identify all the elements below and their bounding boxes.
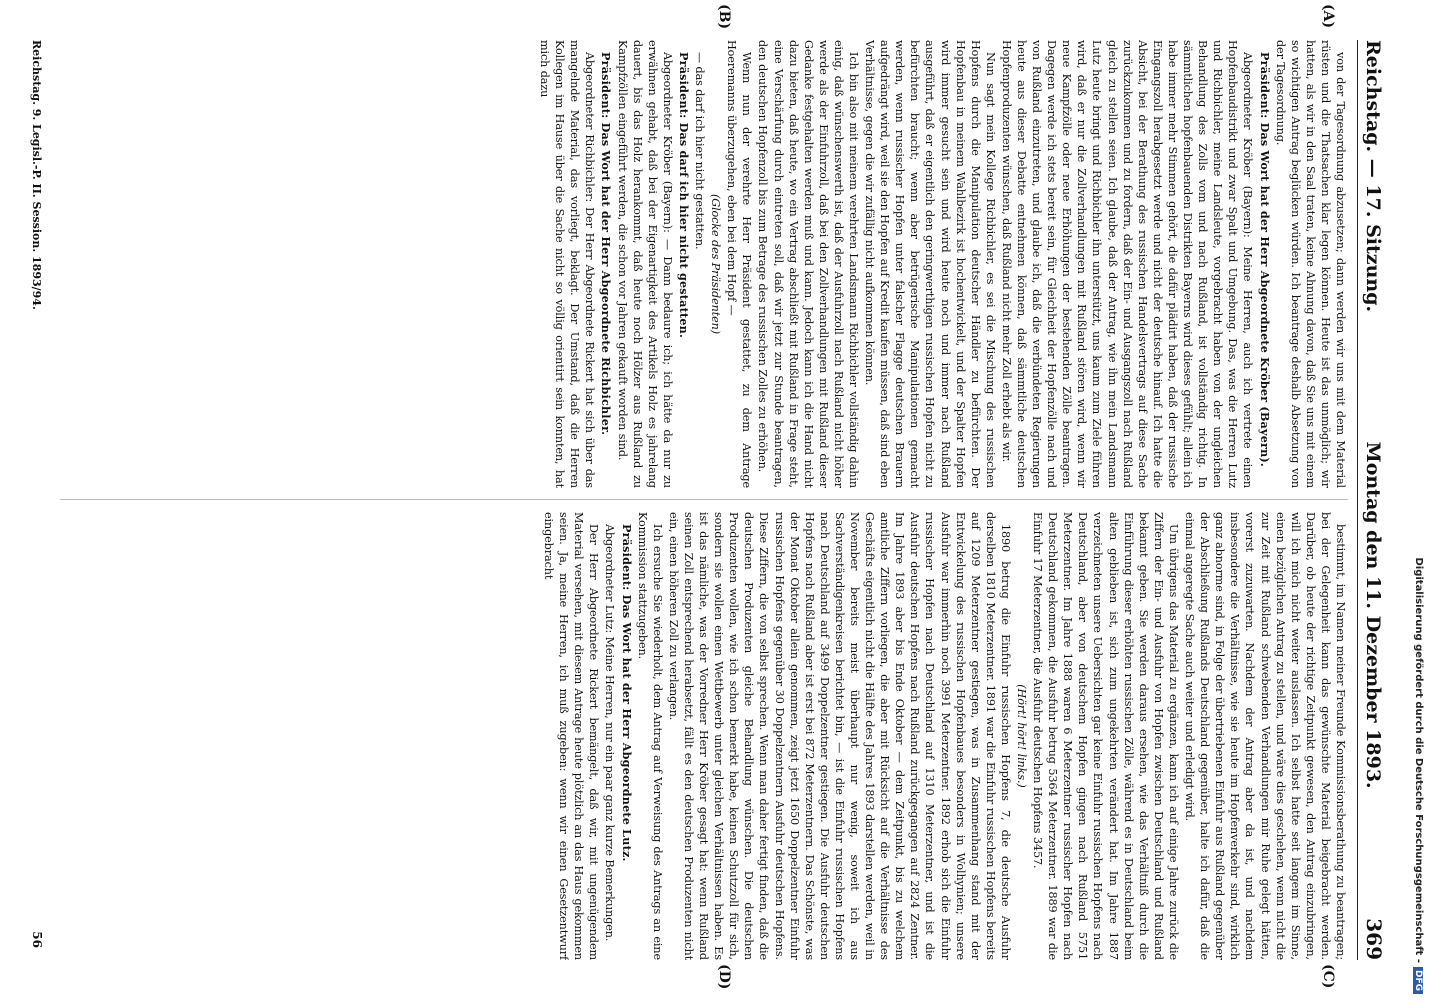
- running-header: [1357, 40, 1392, 960]
- paragraph: Abgeordneter Kröber (Bayern): Meine Herren, auch ich vertrete einen Hopfenbaudistrikt und zwar Spalt und Umgebung. Das, was die Herren Lutz und Richbichler, meine Landsleute, vorgebracht haben von der ungleichen Behandlung des Zolls vom und nach Rußland, ist vollständig richtig. In sämmtlichen hopfenbauenden Distrikten Bayerns wird dieses gefühlt; allein ich habe immer mehr Stimmen gehört, die dafür plädirt haben, daß der russische Eingangszoll herabgesetzt werde und nicht der deutsche hinauf. Ich hatte die Absicht, bei der Berathung des russischen Handelsvertrags auf diese Sache zurückzukommen und zu fordern, daß der Ein- und Ausgangszoll nach Rußland gleich zu stellen seien. Ich glaube, daß der Antrag, wie ihn mein Landsmann Lutz heute bringt und Richbichler ihn unterstützt, uns kaum zum Ziele führen wird, daß er nur die Zollverhandlungen mit Rußland stören wird, wenn wir neue Kampfzölle oder neue Erhöhungen der bestehenden Zölle beantragen. Dagegen werde ich stets bereit sein, für Gleichheit der Hopfenzölle nach und von Rußland einzutreten, und glaube ich, daß die verbündeten Regierungen heute aus dieser Debatte entnehmen können, daß sämmtliche deutschen Hopfenproduzenten wünschen, daß Rußland nicht mehr Zoll erhebt als wir.: [999, 40, 1255, 488]
- paragraph: Abgeordneter Lutz: Meine Herren, nur ein paar ganz kurze Bemerkungen.: [603, 524, 617, 942]
- page-number: 369: [1362, 918, 1386, 960]
- paragraph: Der Herr Abgeordnete Rickert bemängelt, daß wir, mit ungenügendem Material versehen, mit diesem Antrage heute plötzlich an das Haus gekommen seien. Ja, meine Herren, ich muß zugeben: wenn wir einen Gesetzentwurf eingebracht: [542, 512, 601, 960]
- paragraph: 1890 betrug die Einfuhr russischen Hopfens 7, die deutsche Ausfuhr derselben 1810 Meterzentner. 1891 war die Einfuhr russischen Hopfens bereits auf 1209 Meterzentner gestiegen, was in Zusammenhang stand mit der Entwickelung des russischen Hopfenbaues besonders in Wolhynien; unsere Ausfuhr war immerhin noch 3991 Meterzentner. 1892 erhob sich die Einfuhr russischer Hopfen nach Deutschland auf 1310 Meterzentner, und ist die Ausfuhr deutschen Hopfens nach Rußland zurückgegangen auf 2824 Zentner. Im Jahre 1893 aber bis Ende Oktober — dem Zeitpunkt, bis zu welchem amtliche Ziffern vorliegen, die aber mit Rücksicht auf die Verhältnisse des Geschäfts eigentlich nicht die Hälfte des Jahres 1893 darstellen werden, weil in November bereits meist überhaupt nur wenig, soweit ich aus Sachverständigenkreisen berichtet bin, — ist die Einfuhr russischen Hopfens nach Deutschland auf 3499 Doppelzentner gestiegen. Die Ausfuhr deutschen Hopfens nach Rußland aber ist erst bei 872 Meterzentnern. Das Schönste, was der Monat Oktober allein genommen, zeigt jetzt 1650 Doppelzentner Einfuhr russischen Hopfens gegenüber 30 Doppelzentnern Ausfuhr deutschen Hopfens. Diese Ziffern, die von selbst sprechen. Wenn man daher fertigt finden, daß die deutschen Produzenten gleiche Behandlung wünschen. Die deutschen Produzenten wollen, wie ich schon bemerkt habe, keinen Schutzzoll für sich, sondern sie wollen einen Wettbewerb unter gleichen Verhältnissen haben. Es ist das nämliche, was der Vorredner Herr Kröber gesagt hat: wenn Rußland seinen Zoll entsprechend herabsetzt, fällt es den deutschen Produzenten nicht ein, einen höheren Zoll zu verlangen.: [666, 512, 1012, 960]
- dfg-banner: [1402, 6, 1428, 994]
- paragraph: Wenn nun der verehrte Herr Präsident gestattet, zu dem Antrage Hoeremanns überzugehen, eben bei dem Hopf —: [725, 40, 754, 488]
- interjection: (Hört! hört! links.): [1015, 684, 1029, 788]
- header-left: Reichstag. — 17. Sitzung.: [1362, 40, 1384, 313]
- footer-session-note: Reichstag. 9. Legisl.-P. II. Session. 1893/94.: [30, 40, 43, 310]
- paragraph: Ich ersuche Sie wiederholt, dem Antrag auf Verweisung des Antrags an eine Kommission stattzugeben.: [635, 512, 664, 960]
- speaker-line: Präsident: Das Wort hat der Herr Abgeordnete Richbichler.: [599, 52, 614, 436]
- margin-mark-b: (B): [716, 4, 732, 30]
- footer-signature: 56: [30, 931, 44, 948]
- margin-mark-c: (C): [1320, 964, 1336, 989]
- column-divider: [60, 499, 1348, 500]
- paragraph: Ich bin also mit meinem verehrten Landsmann Richbichler vollständig dahin einig, daß wünschenswerth ist, daß der Ausfuhrzoll nach Rußland nicht höher werde als der Einfuhrzoll, daß bei den Zollverhandlungen mit Rußland dieser Gedanke festgehalten werden muß und kann. Jedoch kann ich die Hand nicht dazu bieten, daß heute, wo ein Vertrag abschließt mit Rußland in Frage steht, eine Verschärfung durch eintreten soll, daß wir jetzt zur Stunde beantragen, den deutschen Hopfenzoll bis zum Betrage des russischen Zolles zu erhöhen.: [756, 40, 860, 488]
- paragraph: Abgeordneter Richbichler: Der Herr Abgeordnete Rickert hat sich über das mangelnde Material, das vorliegt, beklagt. Der Umstand, daß die Herren Kollegen im Hause über die Sache nicht so völlig orientirt sein konnten, hat mich dazu: [538, 40, 597, 488]
- dfg-logo: DFG: [1413, 967, 1423, 994]
- margin-mark-d: (D): [716, 964, 732, 990]
- paragraph: bestimmt, im Namen meiner Freunde Kommissionsberathung zu beantragen; bei der Gelegenheit kann das gewünschte Material beigebracht werden. Darüber, ob heute der richtige Zeitpunkt gewesen, den Antrag einzubringen, will ich mich nicht weiter auslassen. Ich selbst hatte seit langem im Sinne, einen bezüglichen Antrag zu stellen, und wäre dies geschehen, wenn nicht die zur Zeit mit Rußland schwebenden Verhandlungen mir Ruhe gelegt hätten, vorerst zuzuwarten. Nachdem der Antrag aber da ist, und nachdem insbesondere die Verhältnisse, wie sie heute im Hopfenverkehr sind, wirklich ganz abnorme sind, in Folge der übertriebenen Einfuhr aus Rußland gegenüber der Abschließung Rußlands Deutschland gegenüber, halte ich dafür, daß die einmal angeregte Sache auch weiter und erledigt wird.: [1183, 512, 1347, 960]
- speaker-line: Präsident: Das Wort hat der Herr Abgeordnete Lutz.: [619, 524, 634, 862]
- paragraph: — das darf ich hier nicht gestatten.: [693, 52, 707, 250]
- interjection: (Glocke des Präsidenten): [709, 193, 723, 335]
- speaker-line: Präsident: Das Wort hat der Herr Abgeordnete Kröber (Bayern).: [1257, 52, 1272, 468]
- paragraph: von der Tagesordnung abzusetzen; dann werden wir uns mit dem Material rüsten und die Thatsachen klar legen können. Heute ist das unmöglich; wir hatten, als wir in den Saal traten, keine Ahnung davon, daß Sie uns mit einem so wichtigen Antrag beglücken würden. Ich beantrage deshalb Absetzung von der Tagesordnung.: [1273, 40, 1347, 488]
- left-column: [60, 40, 1348, 488]
- paragraph: Nun sagt mein Kollege Richbichler, es sei die Mischung des russischen Hopfens durch die Manipulation deutscher Händler zu befürchten. Der Hopfenbau in meinem Wahlbezirk ist hochentwickelt, und der Spalter Hopfen wird immer gesucht sein und wird heute noch und immer nach Rußland ausgeführt, daß er eigentlich den geringwerthigen russischen Hopfen nicht zu befürchten braucht; wenn aber betrügerische Manipulationen gemacht werden, wenn russischer Hopfen unter falscher Flagge deutschen Brauern aufgedrängt wird, weil sie den Hopfen auf Kredit kaufen müssen, daß sind eben Verhältnisse, gegen die wir zufällig nicht aufkommen können.: [863, 40, 997, 488]
- paragraph: Um übrigens das Material zu ergänzen, kann ich auf einige Jahre zurück die Ziffern der Ein- und Ausfuhr von Hopfen zwischen Deutschland und Rußland bekannt geben. Sie werden daraus ersehen, wie das Verhältniß durch die Einführung dieser erhöhten russischen Zölle, während es in Deutschland beim alten geblieben ist, sich zum ungekehrten verändert hat. Im Jahre 1887 verzeichneten unsere Uebersichten gar keine Einfuhr russischen Hopfens nach Deutschland, aber von deutschem Hopfen gingen nach Rußland 5751 Meterzentner. Im Jahre 1888 waren 6 Meterzentner russischer Hopfen nach Deutschland gekommen, die Ausfuhr betrug 5364 Meterzentner. 1889 war die Einfuhr 17 Meterzentner, die Ausfuhr deutschen Hopfens 3457.: [1031, 512, 1180, 960]
- header-center: Montag den 11. Dezember 1893.: [1362, 441, 1384, 789]
- dfg-banner-text: Digitalisierung gefördert durch die Deutsche Forschungsgemeinschaft -: [1413, 557, 1424, 963]
- paragraph: Abgeordneter Kröber (Bayern): — Dann bedaure ich; ich hätte da nur zu erwähnen gehabt, daß bei der Eigenartigkeit des Artikels Holz es jahrelang dauert, bis das Holz herankommt, daß heute noch Hölzer aus Rußland zu Kampfzöllen eingeführt werden, die schon vor Jahren gekauft worden sind.: [615, 40, 674, 488]
- right-column: [60, 512, 1348, 960]
- margin-mark-a: (A): [1320, 4, 1336, 29]
- speaker-line: Präsident: Das darf ich hier nicht gestatten.: [676, 52, 691, 339]
